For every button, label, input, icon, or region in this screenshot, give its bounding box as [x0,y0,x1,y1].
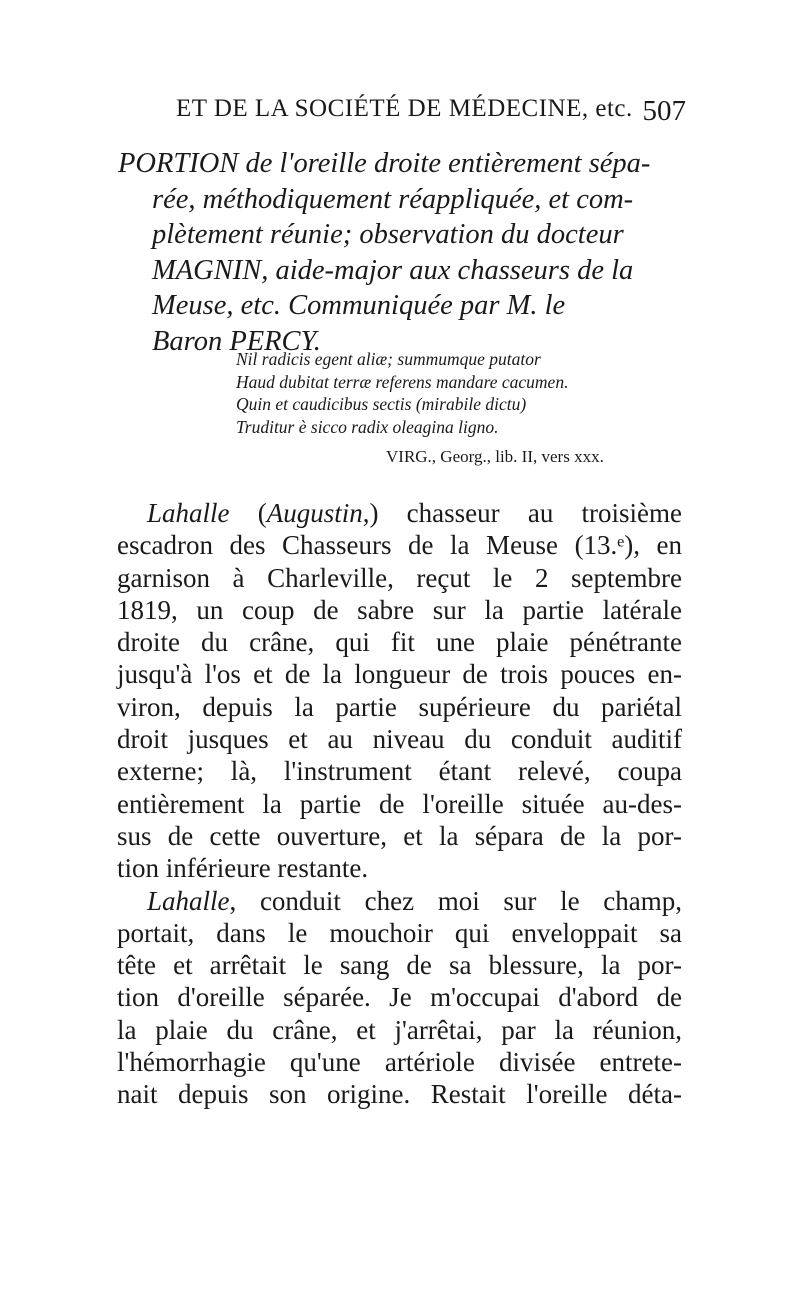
paragraph-line: garnison à Charleville, reçut le 2 septembre [117,562,682,593]
title-line: MAGNIN, aide-major aux chasseurs de la [152,254,634,286]
patient-name: Lahalle [147,498,230,528]
paragraph-line [117,885,682,917]
page-number: 507 [642,95,686,127]
paragraph-line: escadron des Chasseurs de la Meuse (13.ᵉ), en [117,530,682,561]
epigraph-line: Truditur è sicco radix oleagina ligno. [236,416,499,437]
paragraph-line [117,497,682,529]
text-fragment: ,) chasseur au troisième [362,498,682,528]
text-fragment: , conduit chez moi sur le champ, [229,885,682,916]
paragraph-line: l'hémorrhagie qu'une artériole divisée entrete- [117,1047,682,1078]
title-line: Meuse, etc. Communiquée par M. le [152,290,566,321]
paragraph-line: tion d'oreille séparée. Je m'occupai d'abord de [117,982,682,1013]
patient-first-name: Augustin [266,498,363,528]
body-text [117,497,682,1111]
paragraph-line: externe; là, l'instrument étant relevé, coupa [117,756,682,787]
paragraph-line: droite du crâne, qui fit une plaie pénétrante [117,627,682,658]
epigraph [236,348,676,438]
title-line: rée, méthodiquement réappliquée, et com- [152,183,634,215]
title-line: PORTION de l'oreille droite entièrement sépa- [118,148,651,179]
paragraph-line: droit jusques et au niveau du conduit auditif [117,724,682,755]
paragraph-line: sus de cette ouverture, et la sépara de la por- [117,820,682,851]
paragraph-line: portait, dans le mouchoir qui enveloppait sa [117,917,682,948]
paragraph-line: 1819, un coup de sabre sur la partie latérale [117,594,682,625]
epigraph-line: Quin et caudicibus sectis (mirabile dictu) [236,394,527,414]
paragraph-line: jusqu'à l'os et de la longueur de trois pouces en- [117,659,682,690]
article-title [118,146,708,359]
paragraph-line: tête et arrêtait le sang de sa blessure, la por- [117,950,682,981]
paragraph-line: viron, depuis la partie supérieure du pariétal [117,691,682,722]
title-line: plètement réunie; observation du docteur [152,219,624,250]
patient-name: Lahalle [147,885,230,916]
paragraph-line: nait depuis son origine. Restait l'oreille déta- [117,1079,682,1110]
running-head: ET DE LA SOCIÉTÉ DE MÉDECINE, etc. [176,95,633,122]
epigraph-line: Nil radicis egent aliæ; summumque putator [236,349,541,369]
epigraph-citation: VIRG., Georg., lib. II, vers xxx. [386,447,604,466]
text-fragment: ( [229,498,267,528]
paragraph-line: la plaie du crâne, et j'arrêtai, par la réunion, [117,1014,682,1045]
paragraph-line: tion inférieure restante. [117,853,369,884]
epigraph-line: Haud dubitat terræ referens mandare cacumen. [236,371,569,392]
paragraph-line: entièrement la partie de l'oreille située au-des- [117,788,682,819]
title-line: Baron PERCY. [152,325,321,357]
page-header [176,95,686,131]
